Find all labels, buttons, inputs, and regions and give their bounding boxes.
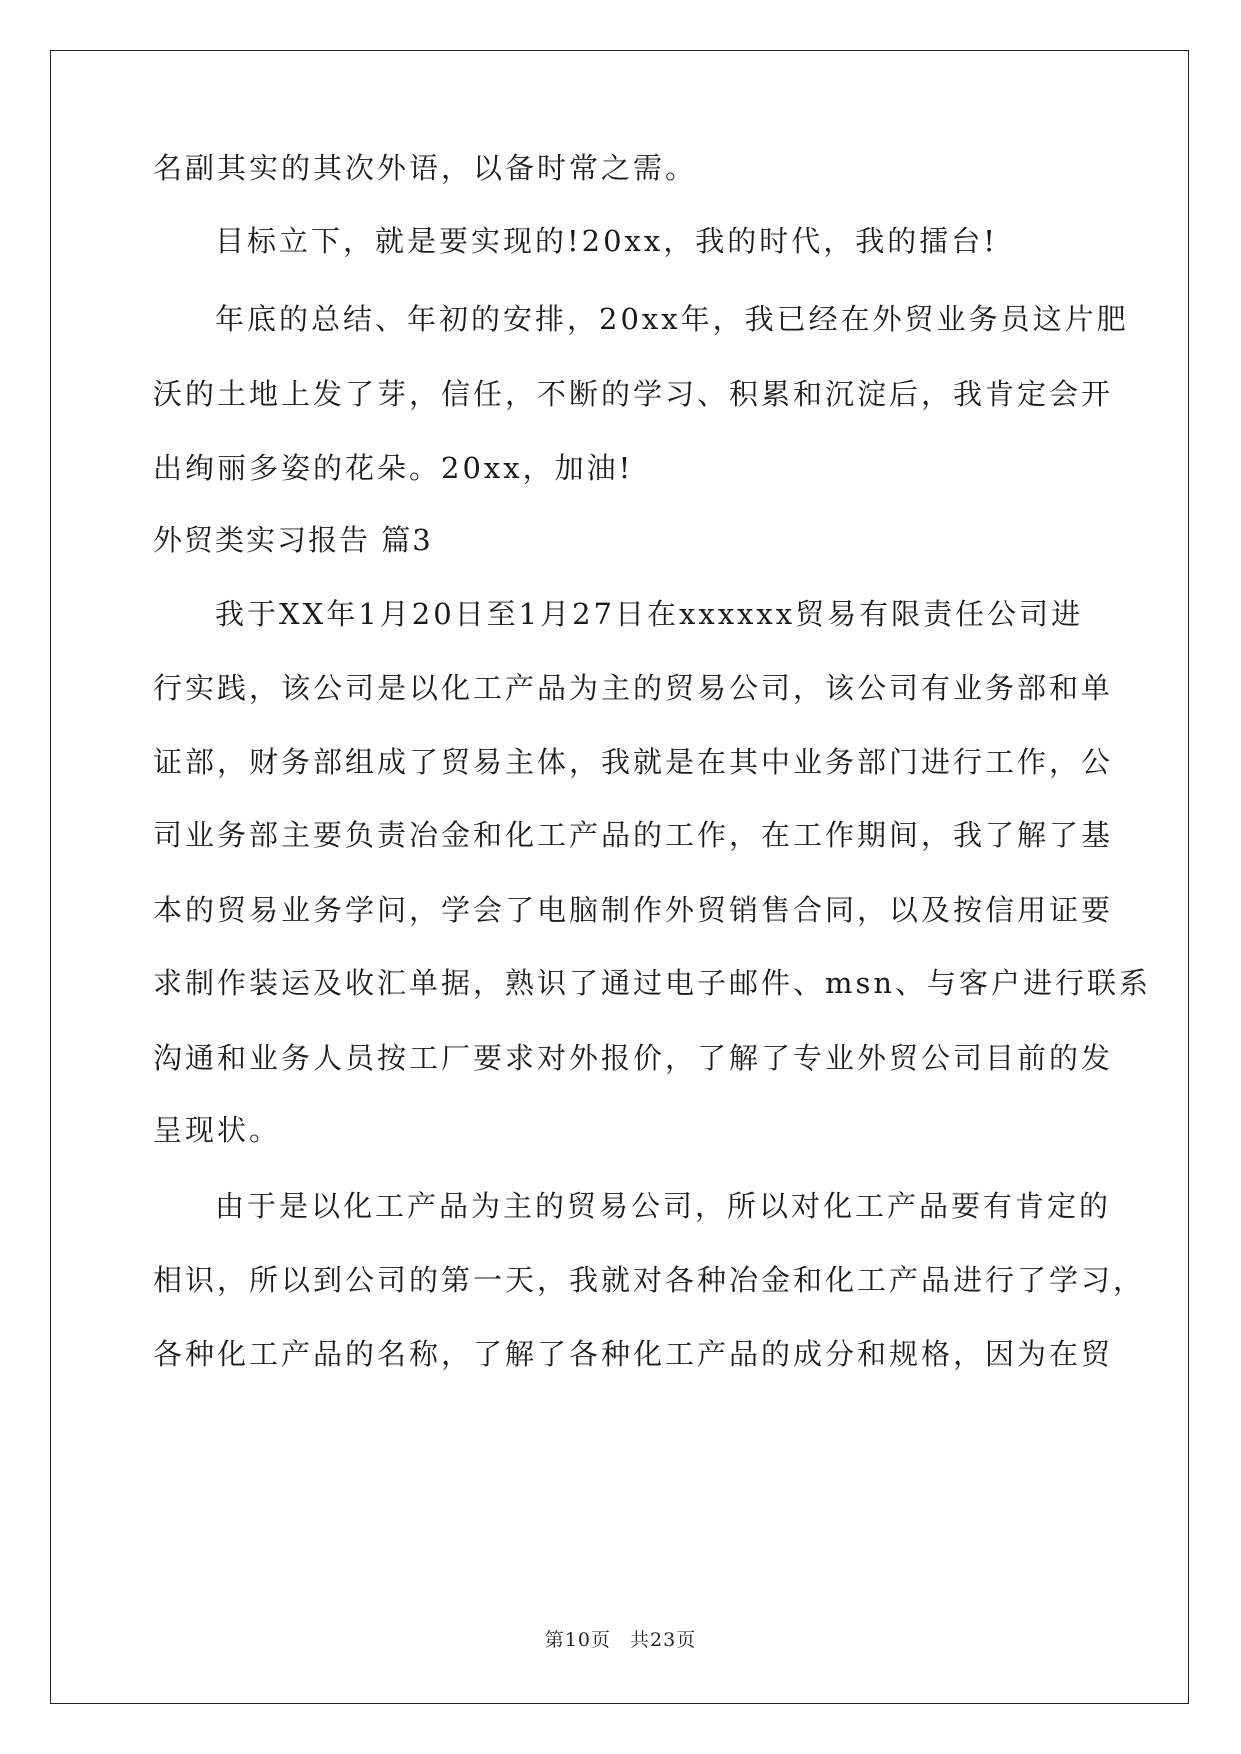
paragraph-line: 本的贸易业务学问，学会了电脑制作外贸销售合同，以及按信用证要 bbox=[153, 893, 1114, 927]
paragraph-line: 出绚丽多姿的花朵。20xx，加油! bbox=[153, 451, 634, 485]
paragraph-line: 沃的土地上发了芽，信任，不断的学习、积累和沉淀后，我肯定会开 bbox=[153, 377, 1114, 411]
paragraph-line: 名副其实的其次外语，以备时常之需。 bbox=[153, 151, 698, 185]
paragraph-line: 沟通和业务人员按工厂要求对外报价，了解了专业外贸公司目前的发 bbox=[153, 1041, 1114, 1075]
section-heading: 外贸类实习报告 篇3 bbox=[153, 523, 433, 557]
paragraph-line: 由于是以化工产品为主的贸易公司，所以对化工产品要有肯定的 bbox=[215, 1189, 1112, 1223]
paragraph-line: 求制作装运及收汇单据，熟识了通过电子邮件、msn、与客户进行联系 bbox=[153, 966, 1152, 1000]
paragraph-line: 呈现状。 bbox=[153, 1113, 282, 1147]
paragraph-line: 司业务部主要负责冶金和化工产品的工作，在工作期间，我了解了基 bbox=[153, 818, 1114, 852]
page-footer bbox=[0, 1625, 1241, 1652]
paragraph-line: 我于XX年1月20日至1月27日在xxxxxx贸易有限责任公司进 bbox=[215, 597, 1084, 631]
page-border bbox=[50, 50, 1189, 1704]
paragraph-line: 相识，所以到公司的第一天，我就对各种冶金和化工产品进行了学习， bbox=[153, 1263, 1146, 1297]
paragraph-line: 行实践，该公司是以化工产品为主的贸易公司，该公司有业务部和单 bbox=[153, 671, 1114, 705]
paragraph-line: 目标立下，就是要实现的!20xx，我的时代，我的擂台! bbox=[215, 224, 998, 258]
paragraph-line: 年底的总结、年初的安排，20xx年，我已经在外贸业务员这片肥 bbox=[215, 302, 1129, 336]
paragraph-line: 证部，财务部组成了贸易主体，我就是在其中业务部门进行工作，公 bbox=[153, 745, 1114, 779]
page-number: 第10页 bbox=[544, 1629, 611, 1651]
paragraph-line: 各种化工产品的名称，了解了各种化工产品的成分和规格，因为在贸 bbox=[153, 1337, 1114, 1371]
page-total: 共23页 bbox=[630, 1629, 697, 1651]
